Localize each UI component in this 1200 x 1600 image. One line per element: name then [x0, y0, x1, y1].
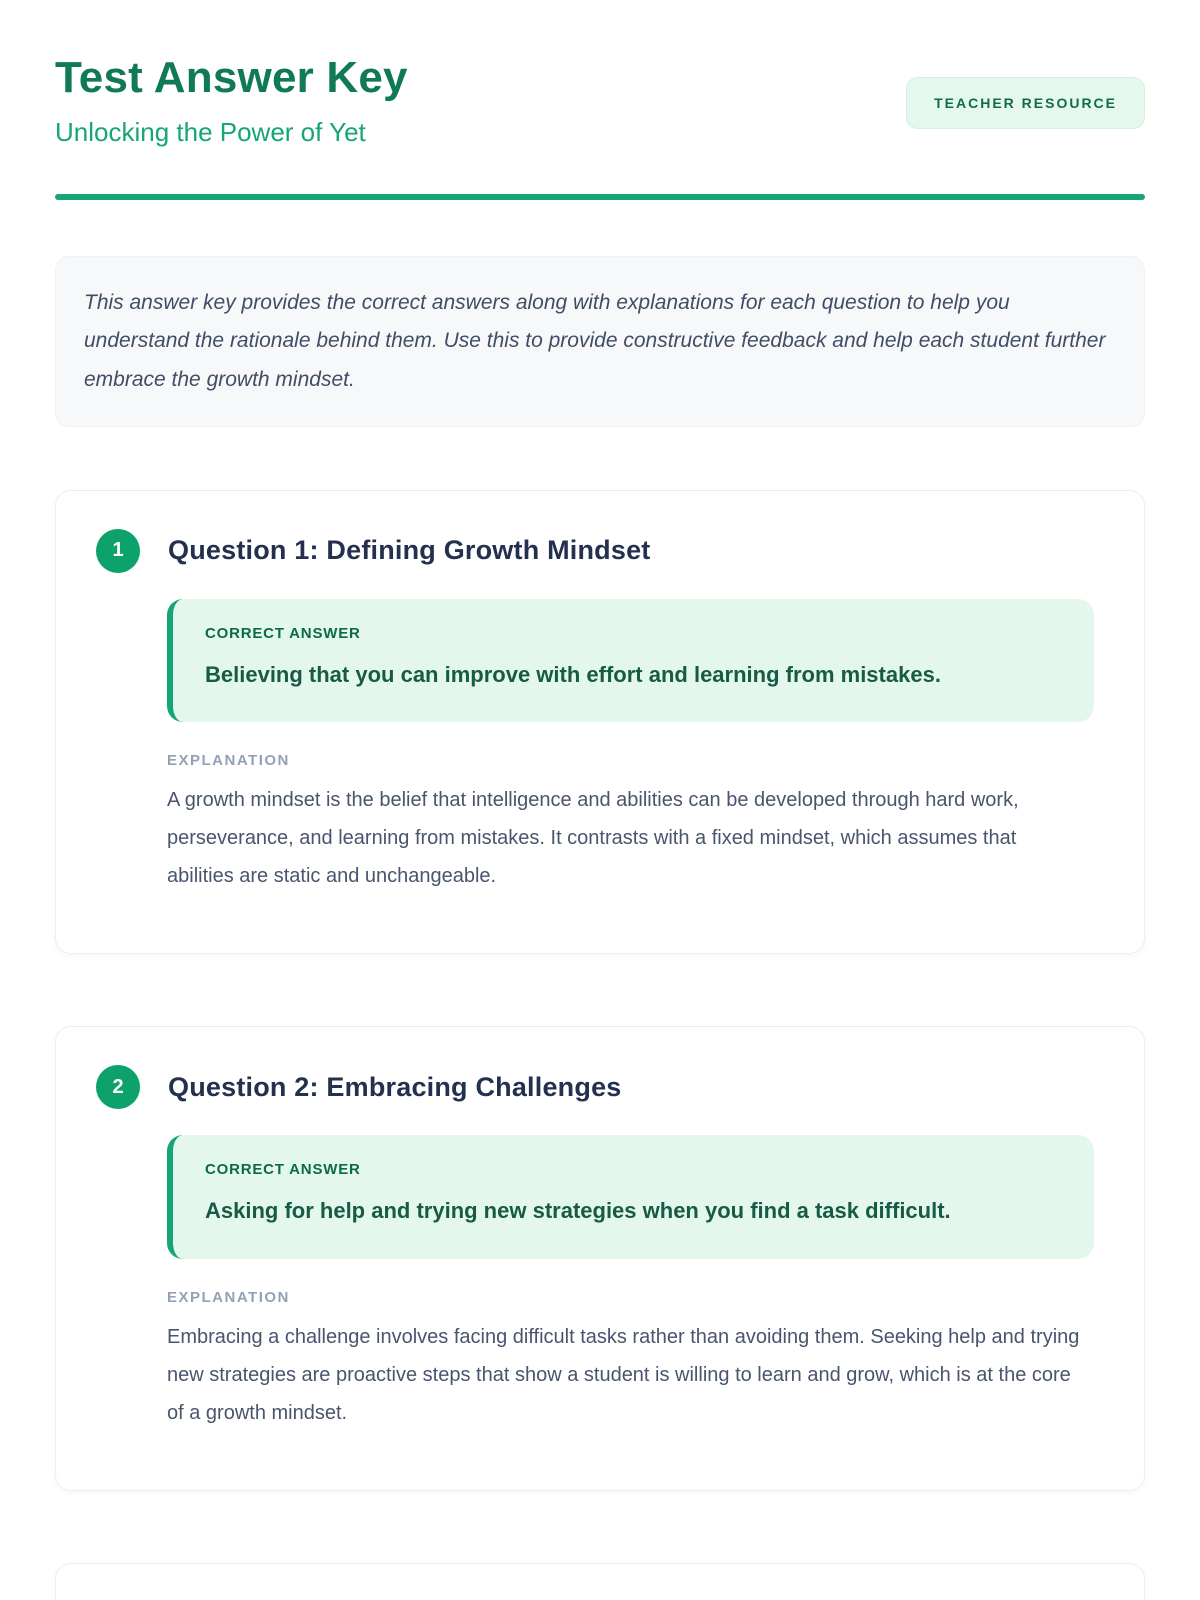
page-title: Test Answer Key: [55, 53, 408, 102]
question-header: [96, 1065, 1118, 1109]
teacher-resource-badge: TEACHER RESOURCE: [906, 77, 1145, 129]
question-title: Question 2: Embracing Challenges: [168, 1071, 622, 1102]
title-block: [55, 55, 408, 148]
explanation-label: EXPLANATION: [167, 1289, 290, 1307]
page-subtitle: Unlocking the Power of Yet: [55, 117, 366, 148]
correct-answer-label: CORRECT ANSWER: [205, 624, 361, 642]
correct-answer-label: CORRECT ANSWER: [205, 1161, 361, 1179]
page-header: [55, 55, 1145, 148]
intro-text: This answer key provides the correct answers along with explanations for each question to help you understand the rationale behind them. Use this to provide constructive feedback and help each student further embrace the growth mindset.: [84, 291, 1106, 391]
correct-answer-box: [167, 1135, 1094, 1259]
explanation-label: EXPLANATION: [167, 752, 290, 770]
question-card-1: [55, 490, 1145, 955]
correct-answer-text: Asking for help and trying new strategies when you find a task difficult.: [205, 1198, 951, 1224]
explanation-block: [167, 1289, 1087, 1432]
question-card-2: [55, 1026, 1145, 1491]
correct-answer-box: [167, 599, 1094, 723]
explanation-text: Embracing a challenge involves facing difficult tasks rather than avoiding them. Seeking help and trying new strategies are proactive steps that show a student is willing to learn and grow, which is at the core of a growth mindset.: [167, 1326, 1080, 1425]
question-title: Question 1: Defining Growth Mindset: [168, 535, 651, 566]
intro-box: [55, 256, 1145, 427]
correct-answer-text: Believing that you can improve with effort and learning from mistakes.: [205, 661, 941, 687]
question-header: [96, 529, 1118, 573]
header-divider: [55, 194, 1145, 200]
question-number-badge: 1: [96, 529, 140, 573]
question-number-badge: 2: [96, 1065, 140, 1109]
question-card-partial: [55, 1563, 1145, 1600]
explanation-text: A growth mindset is the belief that intelligence and abilities can be developed through hard work, perseverance, and learning from mistakes. It contrasts with a fixed mindset, which assumes that abilities are static and unchangeable.: [167, 789, 1019, 888]
explanation-block: [167, 752, 1087, 895]
